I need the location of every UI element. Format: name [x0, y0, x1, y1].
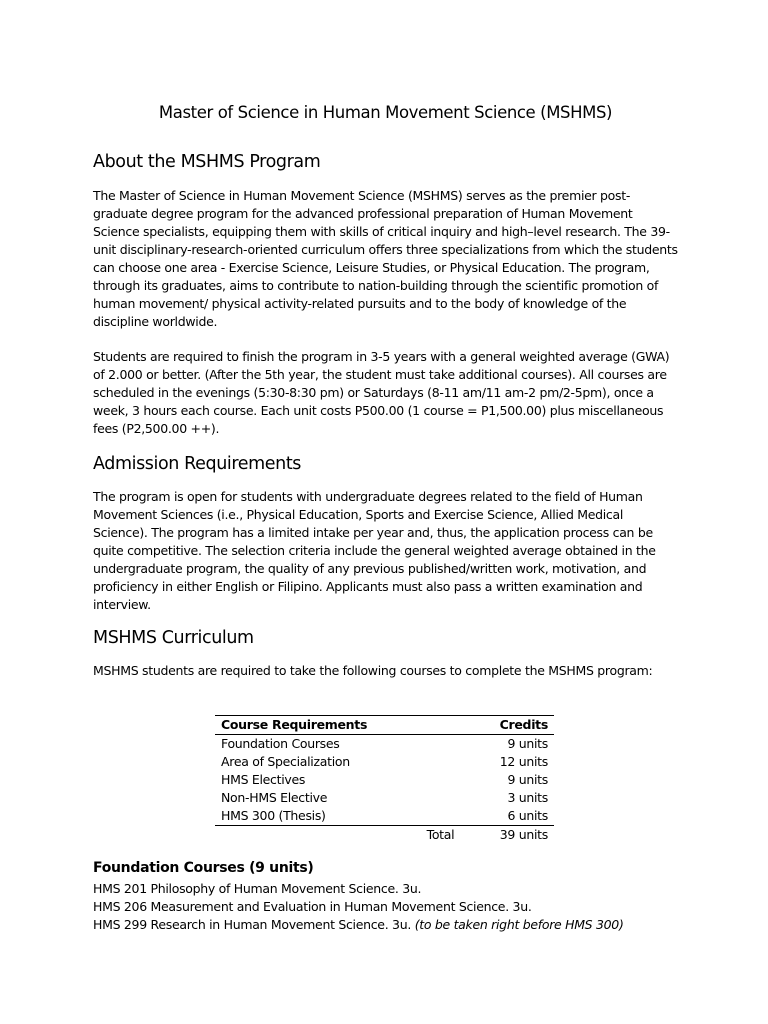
table-total-row — [215, 826, 554, 845]
table-row — [215, 771, 554, 789]
table-row — [215, 807, 554, 826]
table-total-value: 39 units — [499, 827, 548, 842]
table-cell-course: Foundation Courses — [221, 736, 340, 751]
about-paragraph-1: The Master of Science in Human Movement Science (MSHMS) serves as the premier post-graduate degree program for the advanced professional preparation of Human Movement Science specialists, equipping them with skills of critical inquiry and high–level research. The 39-unit disciplinary-research-oriented curriculum offers three specializations from which the students can choose one area - Exercise Science, Leisure Studies, or Physical Education. The program, through its graduates, aims to contribute to nation-building through the scientific promotion of human movement/ physical activity-related pursuits and to the body of knowledge of the discipline worldwide. — [93, 188, 678, 329]
document-title: Master of Science in Human Movement Science (MSHMS) — [158, 103, 613, 122]
course-item — [93, 916, 678, 934]
course-requirements-table — [215, 715, 554, 844]
admission-heading: Admission Requirements — [93, 454, 302, 474]
table-row — [215, 735, 554, 754]
foundation-heading: Foundation Courses (9 units) — [93, 860, 314, 876]
table-cell-course: HMS Electives — [221, 772, 306, 787]
about-paragraph-2: Students are required to finish the program in 3-5 years with a general weighted average (GWA) of 2.000 or better. (After the 5th year, the student must take additional courses). All courses are scheduled in the evenings (5:30-8:30 pm) or Saturdays (8-11 am/11 am-2 pm/2-5pm), once a week, 3 hours each course. Each unit costs P500.00 (1 course = P1,500.00) plus miscellaneous fees (P2,500.00 ++). — [93, 349, 670, 436]
table-cell-credits: 9 units — [507, 736, 548, 751]
admission-paragraph: The program is open for students with undergraduate degrees related to the field of Human Movement Sciences (i.e., Physical Education, Sports and Exercise Science, Allied Medical Science). The program has a limited intake per year and, thus, the application process can be quite competitive. The selection criteria include the general weighted average obtained in the undergraduate program, the quality of any previous published/written work, motivation, and proficiency in either English or Filipino. Applicants must also pass a written examination and interview. — [93, 489, 656, 612]
course-item-text: HMS 299 Research in Human Movement Science. 3u. — [93, 917, 411, 932]
table-cell-course: HMS 300 (Thesis) — [215, 807, 460, 826]
table-header-course: Course Requirements — [215, 716, 460, 735]
curriculum-intro: MSHMS students are required to take the following courses to complete the MSHMS program: — [93, 663, 653, 678]
table-cell-credits: 12 units — [499, 754, 548, 769]
about-heading: About the MSHMS Program — [93, 152, 321, 172]
curriculum-heading: MSHMS Curriculum — [93, 628, 254, 648]
course-item: HMS 201 Philosophy of Human Movement Science. 3u. — [93, 881, 422, 896]
table-total-label: Total — [426, 827, 455, 842]
course-item: HMS 206 Measurement and Evaluation in Human Movement Science. 3u. — [93, 899, 532, 914]
course-note: (to be taken right before HMS 300) — [414, 917, 624, 932]
table-cell-course: Non-HMS Elective — [221, 790, 328, 805]
table-cell-credits: 9 units — [507, 772, 548, 787]
table-cell-course: Area of Specialization — [221, 754, 350, 769]
table-cell-credits: 6 units — [460, 807, 554, 826]
foundation-course-list — [93, 880, 678, 934]
table-row — [215, 753, 554, 771]
table-cell-credits: 3 units — [507, 790, 548, 805]
table-row — [215, 789, 554, 807]
table-header-credits: Credits — [460, 716, 554, 735]
